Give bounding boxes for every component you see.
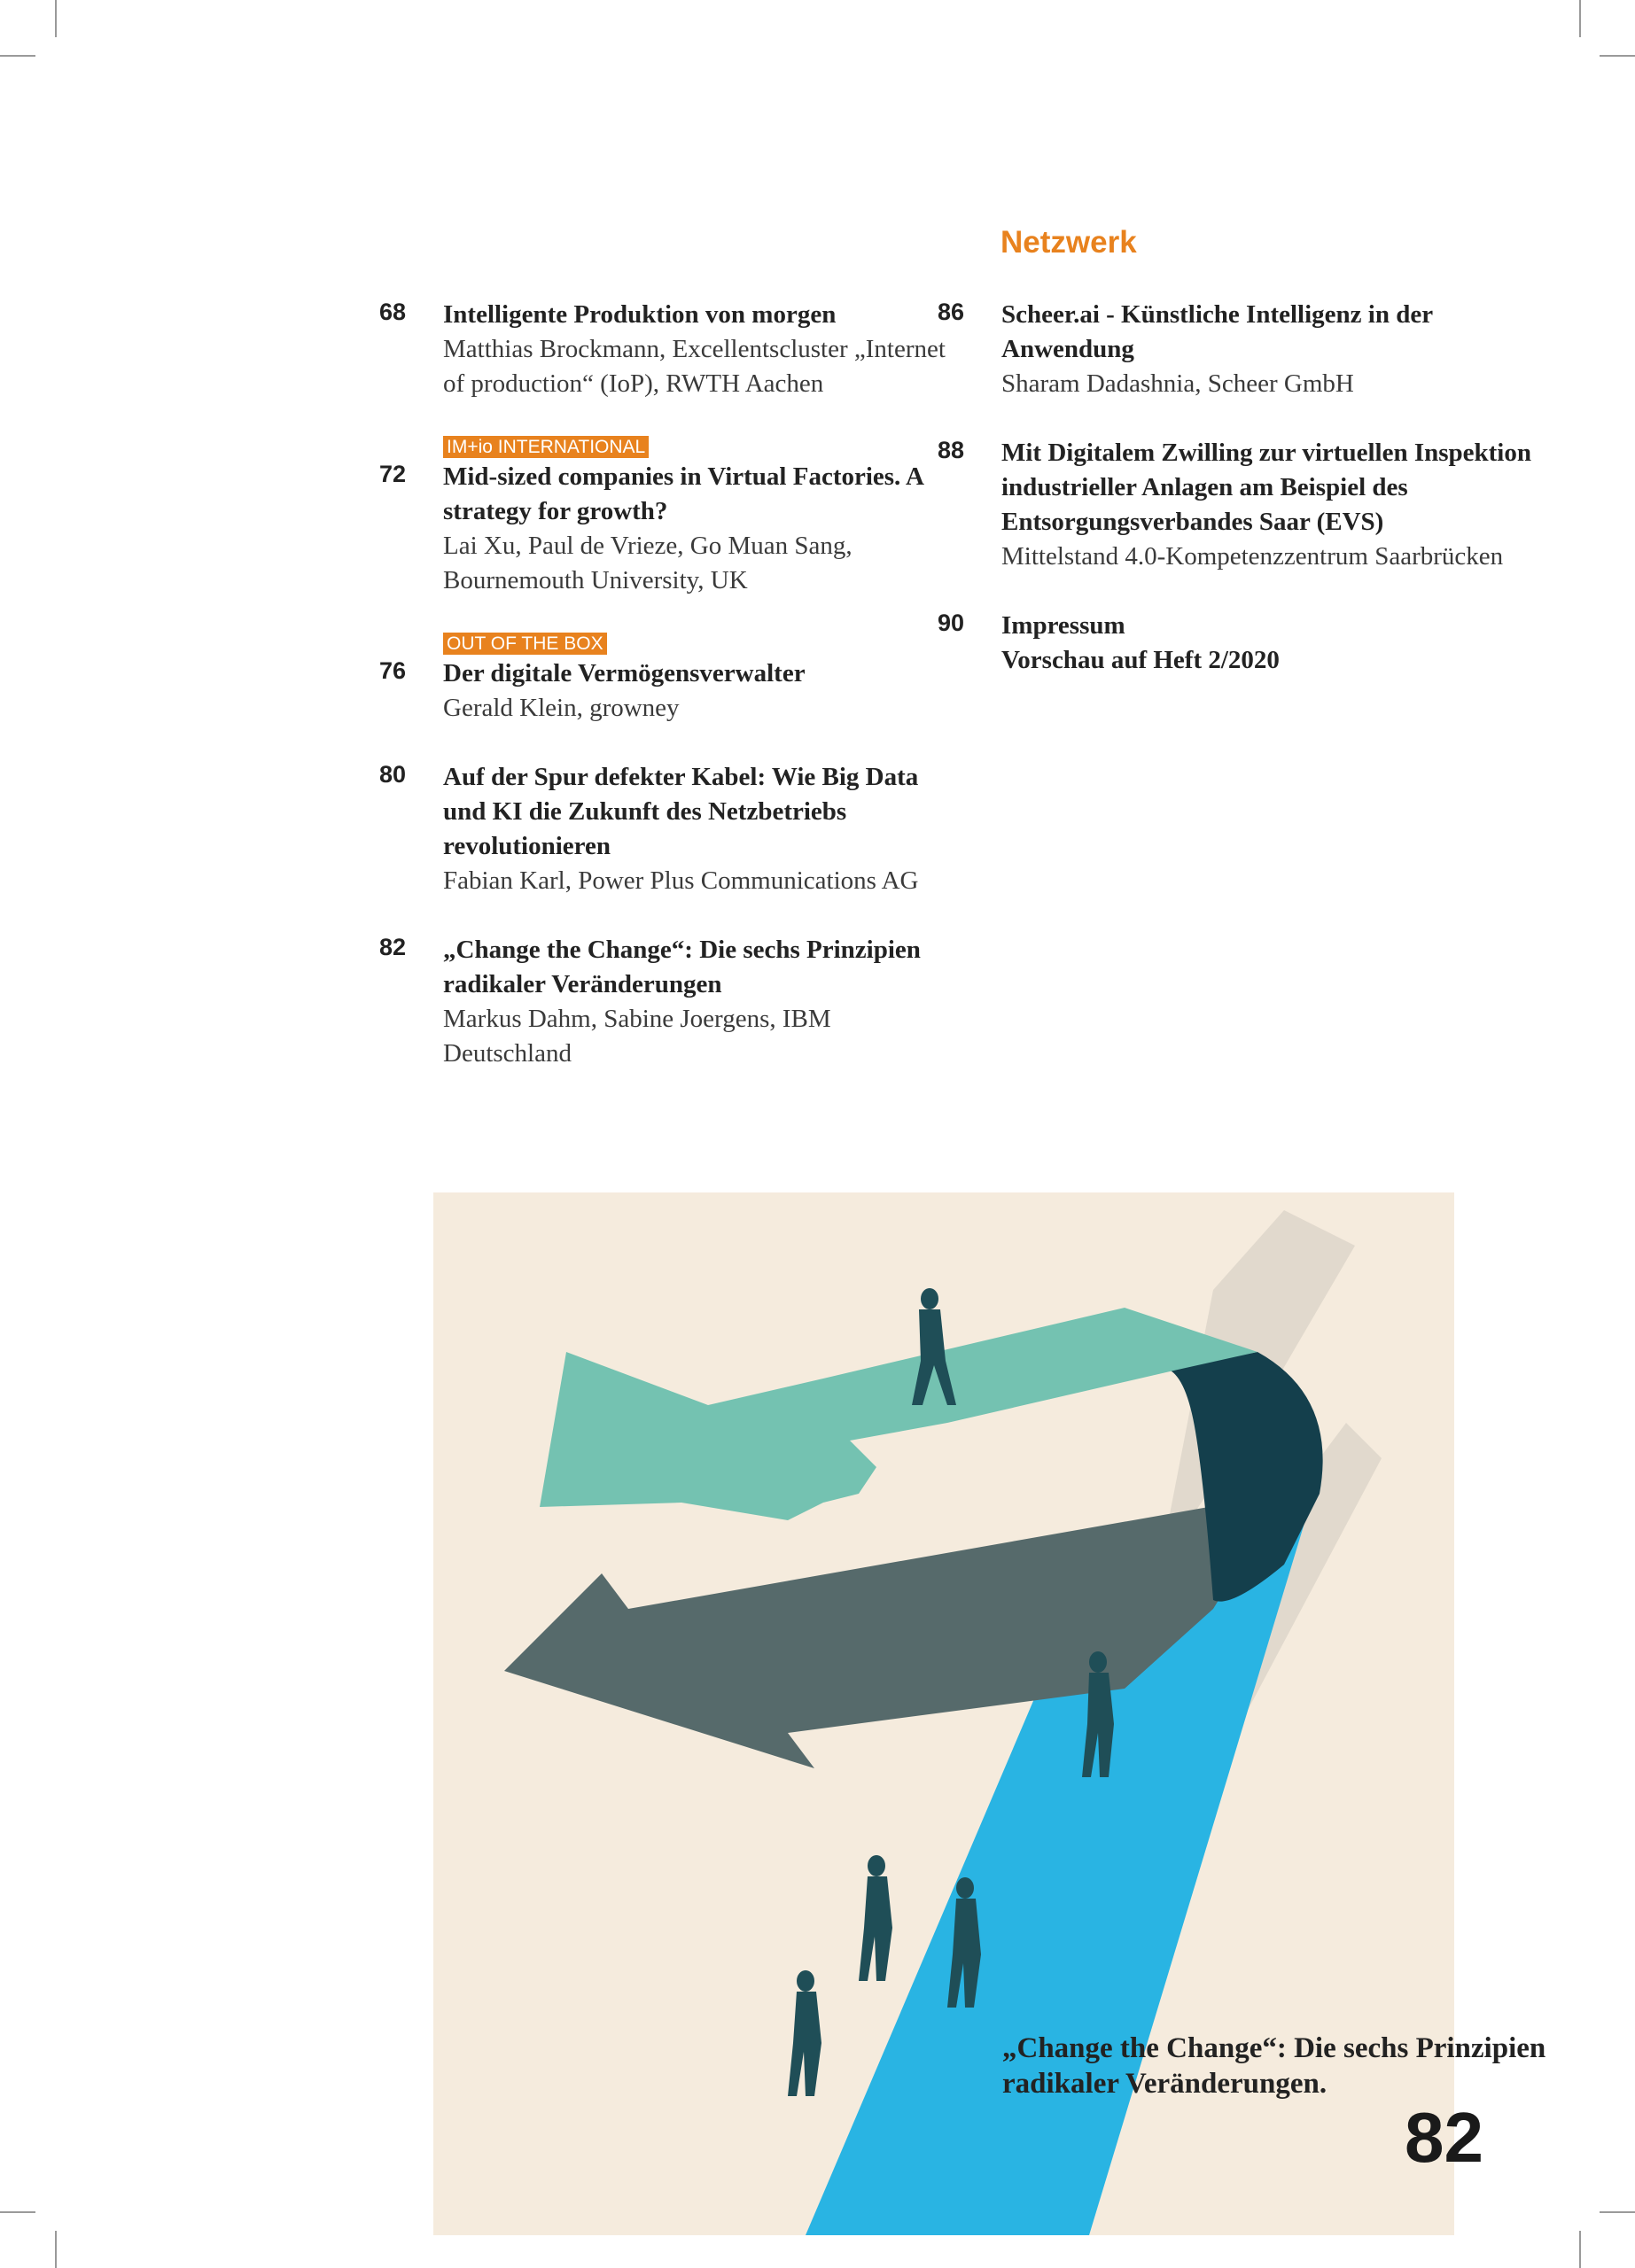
article-authors: Lai Xu, Paul de Vrieze, Go Muan Sang, Bournemouth University, UK (443, 532, 853, 594)
category-tag: IM+io INTERNATIONAL (443, 436, 649, 458)
page-number: 68 (379, 299, 407, 325)
crop-mark (1600, 55, 1635, 57)
article-title: Auf der Spur defekter Kabel: Wie Big Data und KI die Zukunft des Netzbetriebs revolutionieren (443, 763, 919, 860)
crop-mark (1579, 0, 1581, 37)
crop-mark (55, 0, 57, 37)
article-title: „Change the Change“: Die sechs Prinzipien radikaler Veränderungen (443, 936, 921, 998)
crop-mark (55, 2231, 57, 2268)
article-title: Scheer.ai - Künstliche Intelligenz in der Anwendung (1001, 300, 1433, 363)
article-authors: Markus Dahm, Sabine Joergens, IBM Deutschland (443, 1005, 831, 1068)
article-authors: Matthias Brockmann, Excellentscluster „Internet of production“ (IoP), RWTH Aachen (443, 335, 946, 398)
toc-entry[interactable] (379, 633, 946, 726)
crop-mark (1579, 2231, 1581, 2268)
article-title: Der digitale Vermögensverwalter (443, 659, 806, 687)
article-authors: Gerald Klein, growney (443, 694, 680, 722)
toc-entry[interactable] (938, 609, 1558, 678)
article-authors: Fabian Karl, Power Plus Communications AG (443, 866, 919, 895)
crop-mark (0, 2211, 35, 2213)
toc-entry[interactable] (938, 298, 1558, 401)
page-number: 88 (938, 437, 965, 463)
toc-right-column (938, 298, 1558, 712)
toc-entry[interactable] (379, 760, 946, 898)
toc-entry[interactable] (379, 298, 946, 401)
article-authors: Mittelstand 4.0-Kompetenzzentrum Saarbrücken (1001, 542, 1504, 571)
page-number: 80 (379, 761, 407, 788)
article-title: Mit Digitalem Zwilling zur virtuellen Inspektion industrieller Anlagen am Beispiel des Entsorgungsverbandes Saar (EVS) (1001, 439, 1531, 536)
crop-mark (1600, 2211, 1635, 2213)
page-number: 72 (379, 461, 407, 487)
section-heading: Netzwerk (1000, 225, 1137, 260)
article-title: Mid-sized companies in Virtual Factories. A strategy for growth? (443, 462, 923, 525)
toc-entry[interactable] (379, 436, 946, 598)
crop-mark (0, 55, 35, 57)
article-authors: Sharam Dadashnia, Scheer GmbH (1001, 369, 1354, 398)
illustration-caption: „Change the Change“: Die sechs Prinzipien radikaler Veränderungen. (1002, 2032, 1546, 2100)
category-tag: OUT OF THE BOX (443, 633, 607, 655)
page-number: 76 (379, 657, 407, 684)
toc-entry[interactable] (379, 933, 946, 1071)
article-subtitle: Vorschau auf Heft 2/2020 (1001, 646, 1280, 674)
article-title: Intelligente Produktion von morgen (443, 300, 837, 329)
page-number: 90 (938, 610, 965, 636)
page-number: 82 (379, 934, 407, 960)
toc-left-column (379, 298, 946, 1106)
page-number: 86 (938, 299, 965, 325)
toc-entry[interactable] (938, 436, 1558, 574)
article-title: Impressum (1001, 611, 1125, 640)
page-folio: 82 (1405, 2098, 1483, 2177)
